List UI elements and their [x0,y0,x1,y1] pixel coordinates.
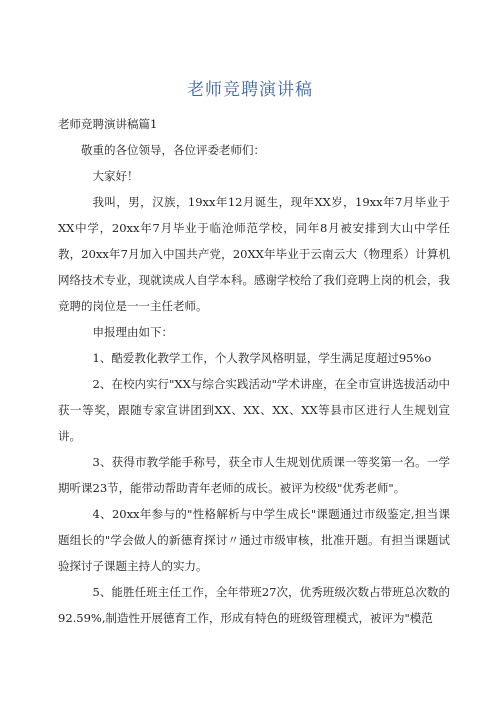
document-title: 老师竞聘演讲稿 [187,80,313,100]
paragraph-reasons-heading: 申报理由如下： [92,325,173,339]
paragraph-reason-2: 2、在校内实行"XX与综合实践活动"学术讲座，在全市宣讲选拔活动中获一等奖，跟随专家宣讲团到XX、XX、XX、XX等县市区进行人生规划宣讲。 [58,377,450,443]
document-body [58,111,450,631]
paragraph-reason-1: 1、酷爱教化教学工作，个人教学风格明显，学生满足度超过95%o [92,351,432,365]
paragraph-introduction: 我叫，男，汉族，19xx年12月诞生，现年XX岁，19xx年7月毕业于XX中学，20xx年7月毕业于临沧师范学校，同年8月被安排到大山中学任教，20xx年7月加入中国共产党，20XX年毕业于云南云大（物理系）计算机网络技术专业，现就读成人自学本科。感谢学校给了我们竞聘上岗的机会，我竞聘的岗位是一一主任老师。 [58,195,450,313]
paragraph-hello: 大家好！ [92,169,139,183]
paragraph-reason-5: 5、能胜任班主任工作，全年带班27次，优秀班级次数占带班总次数的92.59%,制造性开展德育工作，形成有特色的班级管理模式，被评为"模范 [58,585,450,625]
paragraph-greeting: 敬重的各位领导，各位评委老师们： [81,143,265,157]
paragraph-reason-4: 4、20xx年参与的"性格解析与中学生成长"课题通过市级鉴定,担当课题组长的"学会做人的新德育探讨〃通过市级审核，批准开题。有担当课题试验探讨子课题主持人的实力。 [58,507,450,573]
paragraph-reason-3: 3、获得市教学能手称号，获全市人生规划优质课一等奖第一名。一学期听课23节，能带动帮助青年老师的成长。被评为校级"优秀老师"。 [58,455,450,495]
section-heading: 老师竞聘演讲稿篇1 [58,117,158,131]
